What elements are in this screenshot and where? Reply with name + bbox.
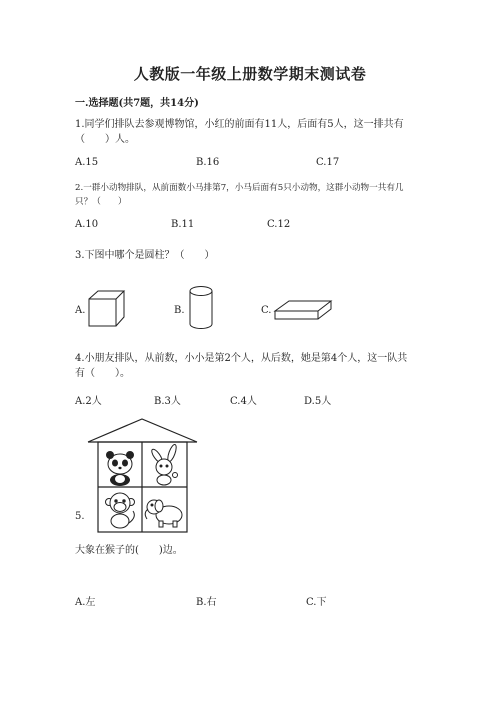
rabbit-icon [150,444,178,485]
question-1-option-a: A.15 [75,157,99,168]
cylinder-icon [186,285,216,331]
question-5-number: 5. [75,511,85,522]
question-3-line-1: 3.下图中哪个是圆柱？（ ） [75,250,215,261]
question-5-text: 大象在猴子的( )边。 [75,545,183,556]
question-1-option-b: B.16 [196,157,220,168]
question-2-line-1: 2.一群小动物排队，从前面数小马排第7，小马后面有5只小动物，这群小动物一共有几 [75,183,404,193]
monkey-icon [106,493,135,528]
question-4-option-d: D.5人 [304,396,332,407]
question-2-line-2: 只？（ ） [75,197,127,207]
page-title: 人教版一年级上册数学期末测试卷 [133,65,367,83]
question-3-option-a: A. [75,305,86,316]
question-5-option-b: B.右 [196,597,217,608]
question-2-option-c: C.12 [267,219,291,230]
question-3-option-b: B. [174,305,185,316]
question-2-option-a: A.10 [75,219,99,230]
question-4-line-2: 有（ ）。 [75,368,130,379]
question-3-option-c: C. [261,305,272,316]
question-5-option-c: C.下 [306,597,327,608]
question-2-option-b: B.11 [171,219,195,230]
panda-icon [106,451,134,486]
question-4-option-b: B.3人 [154,396,181,407]
section-heading: 一.选择题(共7题，共14分) [75,98,199,109]
question-4-option-a: A.2人 [75,396,102,407]
question-1-line-1: 1.同学们排队去参观博物馆，小红的前面有11人，后面有5人，这一排共有 [75,119,404,130]
elephant-icon [145,500,182,527]
question-5-option-a: A.左 [75,597,96,608]
cube-icon [87,290,127,328]
animal-house-figure [85,417,200,535]
question-1-option-c: C.17 [316,157,340,168]
question-4-option-c: C.4人 [230,396,257,407]
question-1-line-2: （ ）人。 [75,134,135,145]
cuboid-icon [272,298,334,322]
question-4-line-1: 4.小朋友排队，从前数，小小是第2个人，从后数，她是第4个人，这一队共 [75,353,408,364]
